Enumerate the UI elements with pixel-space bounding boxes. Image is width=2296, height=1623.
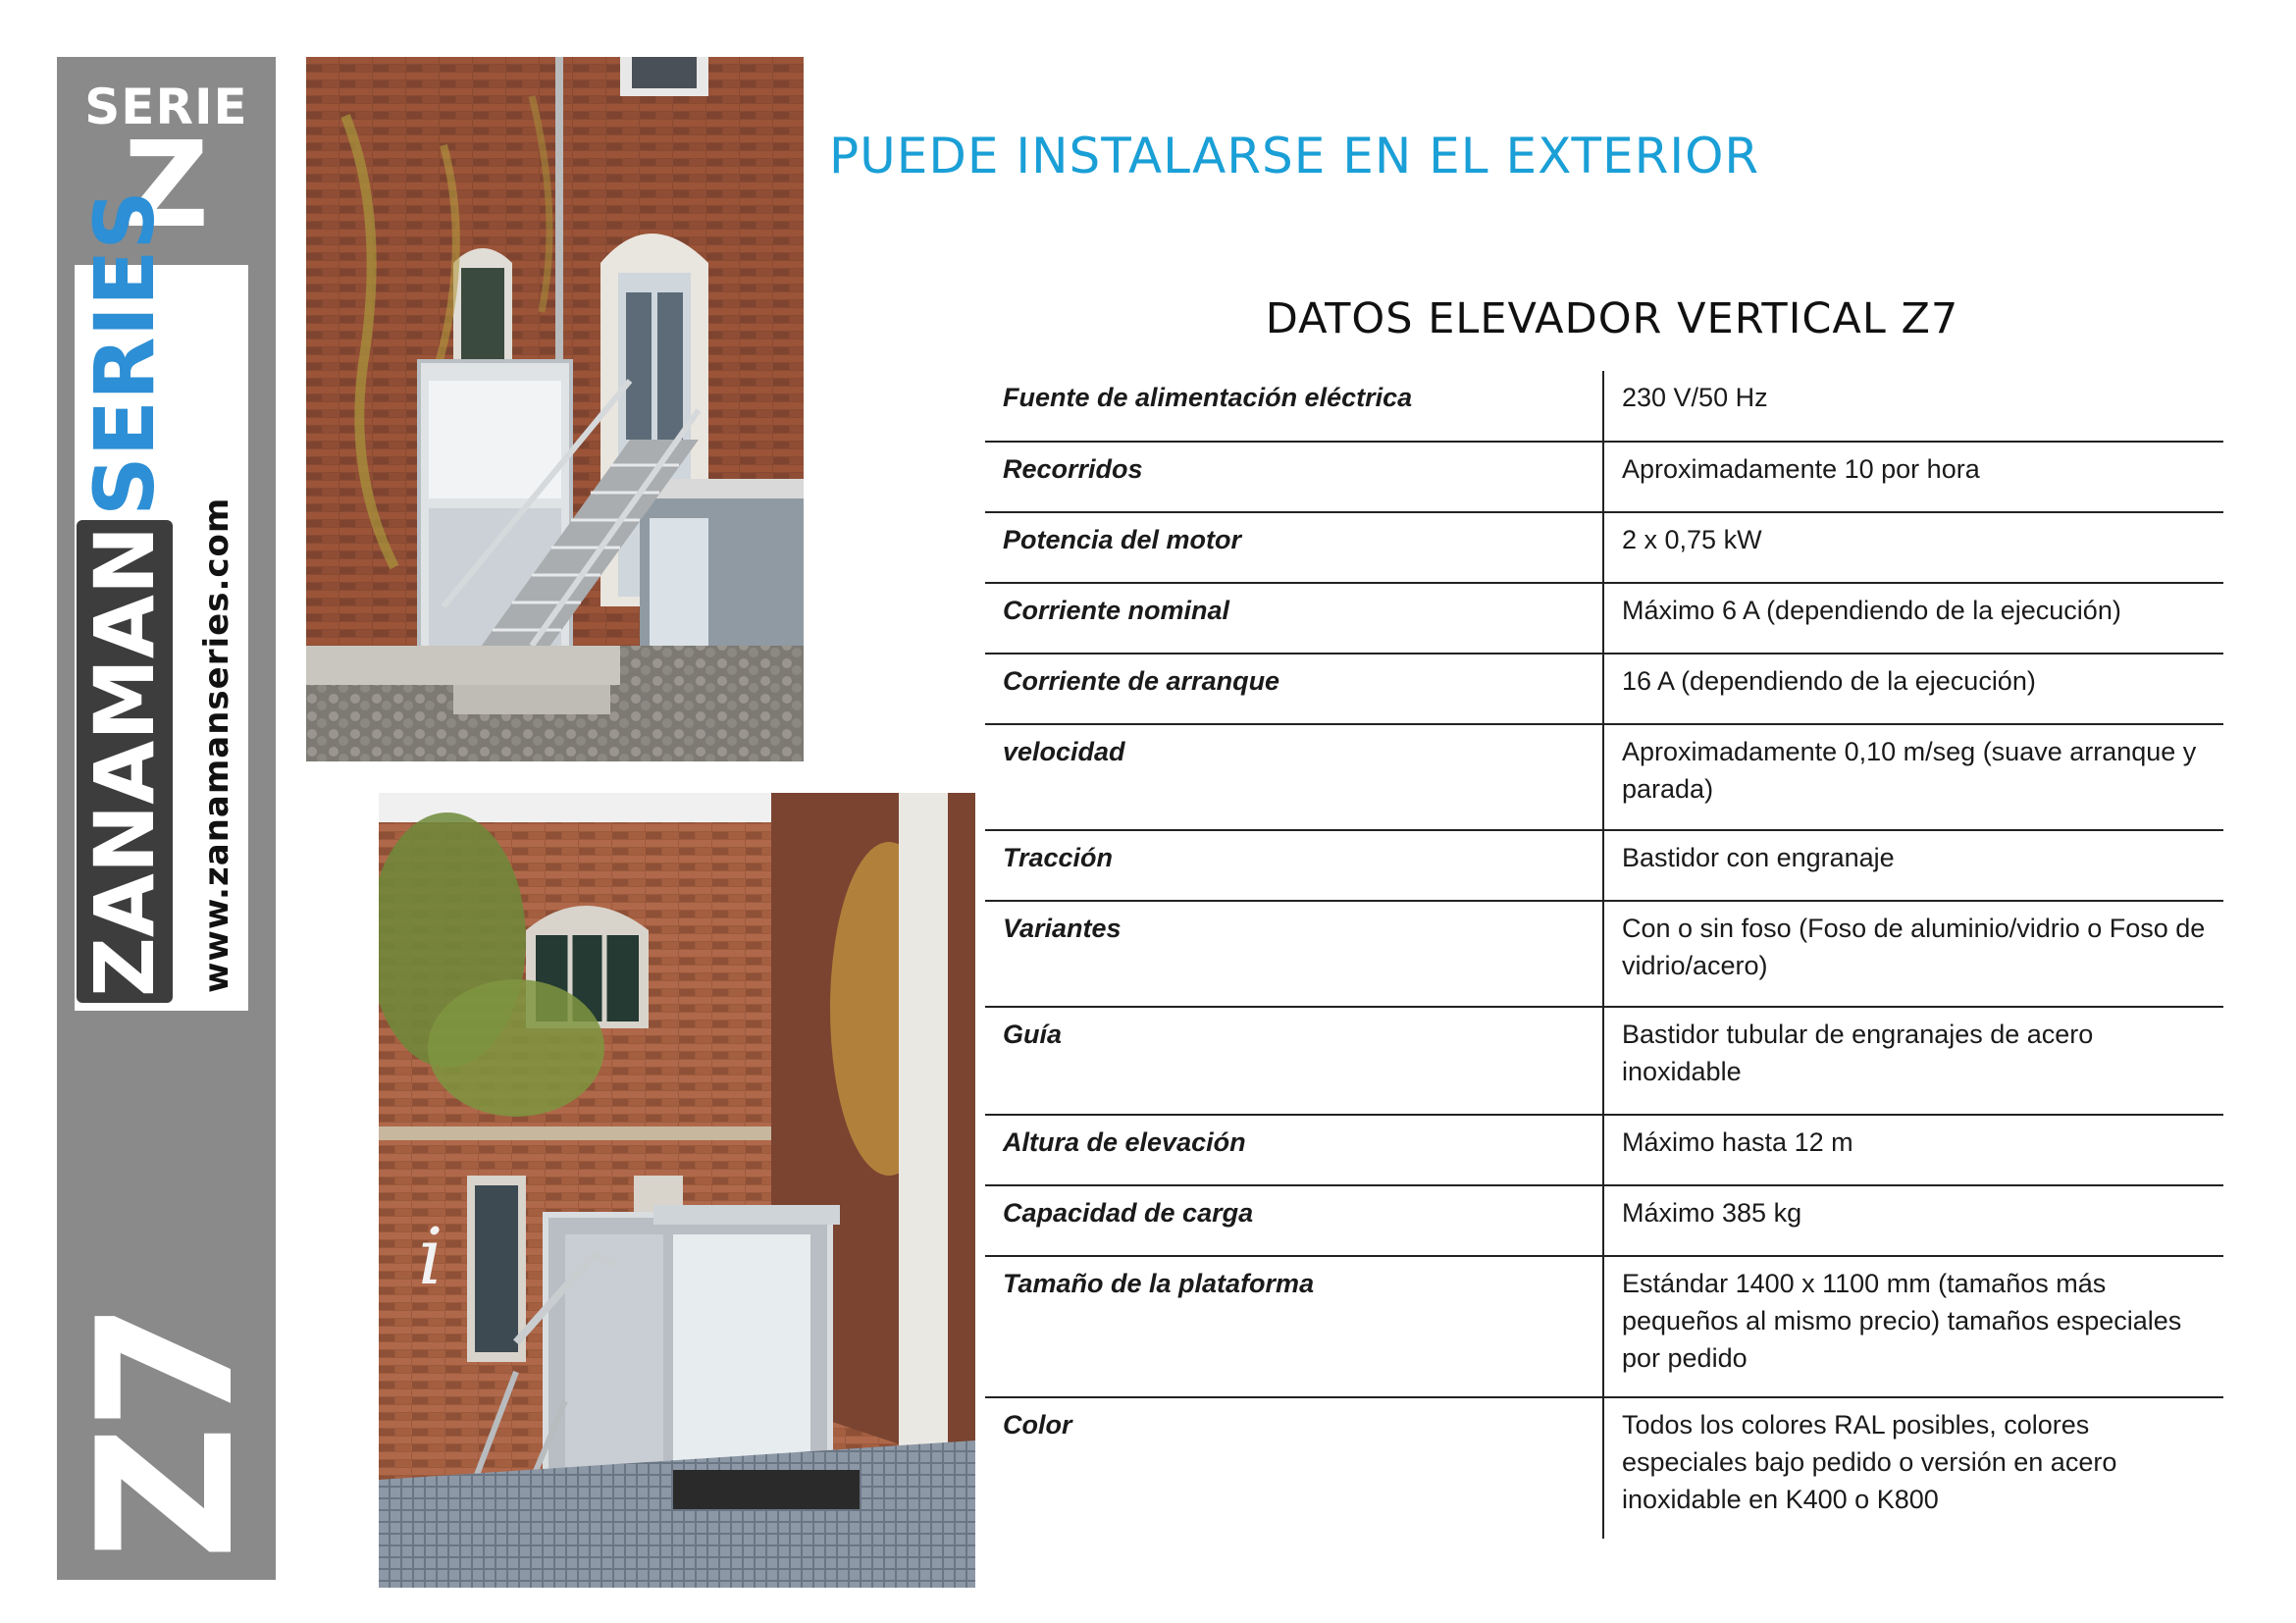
spec-label: Fuente de alimentación eléctrica (985, 371, 1603, 442)
svg-text:i: i (418, 1211, 444, 1302)
spec-label: Guía (985, 1007, 1603, 1115)
spec-label: Color (985, 1397, 1603, 1539)
spec-label: Altura de elevación (985, 1115, 1603, 1185)
spec-label: Tamaño de la plataforma (985, 1256, 1603, 1397)
spec-label: Recorridos (985, 442, 1603, 512)
spec-row (985, 901, 2223, 1007)
serie-label: SERIE (84, 79, 248, 135)
spec-value: Aproximadamente 0,10 m/seg (suave arranque y parada) (1603, 724, 2223, 830)
spec-row (985, 1007, 2223, 1115)
spec-row (985, 1185, 2223, 1256)
spec-label: Variantes (985, 901, 1603, 1007)
spec-row (985, 1256, 2223, 1397)
spec-value: Aproximadamente 10 por hora (1603, 442, 2223, 512)
spec-row (985, 512, 2223, 583)
spec-row (985, 583, 2223, 654)
spec-value: Máximo 385 kg (1603, 1185, 2223, 1256)
spec-value: Bastidor con engranaje (1603, 830, 2223, 901)
spec-row (985, 654, 2223, 724)
spec-value: Bastidor tubular de engranajes de acero inoxidable (1603, 1007, 2223, 1115)
spec-table (985, 371, 2223, 1539)
logo-wordmark (77, 190, 173, 1003)
logo-part-zanaman: ZANAMAN (77, 520, 173, 1003)
spec-value: Todos los colores RAL posibles, colores especiales bajo pedido o versión en acero inoxidable en K400 o K800 (1622, 1410, 2117, 1514)
spec-label: Corriente de arranque (985, 654, 1603, 724)
spec-row (985, 1397, 2223, 1539)
spec-value: Con o sin foso (Foso de aluminio/vidrio o Foso de vidrio/acero) (1603, 901, 2223, 1007)
serie-letter: Z (123, 118, 209, 254)
spec-value: Máximo 6 A (dependiendo de la ejecución) (1603, 583, 2223, 654)
spec-row (985, 371, 2223, 442)
spec-value: 230 V/50 Hz (1603, 371, 2223, 442)
spec-row (985, 724, 2223, 830)
website-url: www.zanamanseries.com (197, 497, 236, 993)
logo-part-series: SERIES (77, 190, 173, 516)
spec-value: Estándar 1400 x 1100 mm (tamaños más pequeños al mismo precio) tamaños especiales por pedido (1603, 1256, 2223, 1397)
model-label: Z7 (58, 1307, 275, 1560)
photo-exterior-staircase-lift (306, 57, 804, 761)
spec-label: Potencia del motor (985, 512, 1603, 583)
spec-value: 16 A (dependiendo de la ejecución) (1603, 654, 2223, 724)
spec-row (985, 1115, 2223, 1185)
spec-label: velocidad (985, 724, 1603, 830)
spec-row (985, 830, 2223, 901)
spec-row (985, 442, 2223, 512)
brand-logo (75, 190, 248, 1011)
spec-label: Tracción (985, 830, 1603, 901)
spec-value: Máximo hasta 12 m (1603, 1115, 2223, 1185)
spec-label: Corriente nominal (985, 583, 1603, 654)
brand-sidebar (57, 57, 276, 1580)
table-title: DATOS ELEVADOR VERTICAL Z7 (1265, 294, 1959, 343)
photo-courtyard-lift (379, 793, 975, 1588)
spec-label: Capacidad de carga (985, 1185, 1603, 1256)
spec-value: 2 x 0,75 kW (1603, 512, 2223, 583)
page-heading: PUEDE INSTALARSE EN EL EXTERIOR (829, 128, 1760, 184)
